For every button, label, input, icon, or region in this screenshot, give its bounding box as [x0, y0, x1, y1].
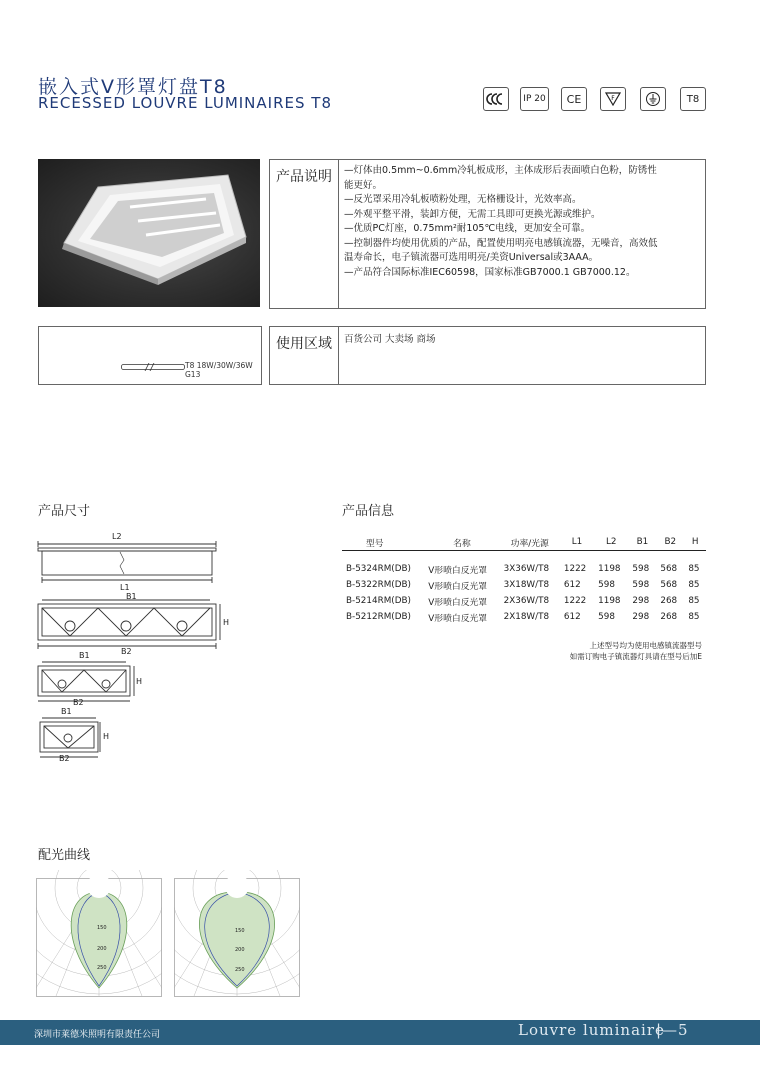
cell-name: V形喷白反光罩: [428, 597, 488, 608]
usage-label: 使用区域: [270, 327, 339, 384]
ccc-mark-icon: [483, 87, 509, 111]
col-header: 型号: [366, 538, 384, 549]
lamp-base-text: G13: [185, 370, 201, 379]
col-header: L2: [606, 537, 617, 547]
desc-line: 能更好。: [344, 179, 383, 191]
desc-line: —外观平整平滑，装卸方便，无需工具即可更换光源或维护。: [344, 208, 601, 220]
cell-h: 85: [688, 564, 700, 574]
col-header: L1: [571, 537, 583, 547]
earth-symbol-icon: [640, 87, 666, 111]
lamp-box: [38, 326, 262, 385]
desc-line: —优质PC灯座，0.75mm²耐105℃电线，更加安全可靠。: [344, 223, 591, 234]
col-header: H: [691, 537, 699, 547]
product-info-table: [342, 534, 706, 625]
dim-label-l1: L1: [120, 583, 130, 592]
dim-label-b2: B2: [73, 698, 84, 707]
product-description-box: [269, 159, 706, 309]
cell-model: B-5324RM(DB): [346, 564, 411, 574]
cell-l1: 612: [563, 612, 581, 622]
table-notes: [430, 640, 702, 662]
cell-l2: 598: [598, 612, 615, 622]
ip20-badge: IP 20: [520, 87, 549, 111]
lamp-spec-text: T8 18W/30W/36W: [185, 361, 253, 370]
polar-tick: 200: [235, 947, 245, 953]
footer-company: 深圳市莱德米照明有限责任公司: [34, 1030, 161, 1040]
col-header: 功率/光源: [510, 538, 549, 549]
cell-h: 85: [688, 596, 700, 606]
col-header: B1: [636, 537, 649, 547]
ce-mark-icon: CE: [561, 87, 587, 111]
polar-chart-1: [36, 870, 162, 1002]
product-info-table-wrap: [342, 534, 706, 625]
polar-tick: 200: [97, 946, 107, 952]
dim-label-b2: B2: [59, 754, 70, 763]
desc-line: —灯体由0.5mm~0.6mm冷轧板成形，主体成形后表面喷白色粉，防锈性: [344, 165, 657, 176]
cell-b2: 568: [660, 580, 678, 590]
footer-category: Louvre luminaire: [518, 1021, 665, 1039]
cell-name: V形喷白反光罩: [428, 581, 488, 592]
dim-label-h: H: [223, 618, 230, 627]
dimensions-title: 产品尺寸: [38, 504, 91, 519]
col-header: 名称: [453, 538, 471, 549]
cell-l1: 612: [563, 580, 581, 590]
dim-label-b2: B2: [121, 647, 132, 656]
dim-label-b1: B1: [126, 592, 137, 601]
dim-label-b1: B1: [79, 651, 90, 660]
cell-b1: 298: [632, 612, 650, 622]
desc-line: —反光罩采用冷轧板喷粉处理，无格栅设计，光效率高。: [344, 194, 582, 205]
cell-model: B-5212RM(DB): [346, 612, 411, 622]
t8-badge: T8: [680, 87, 706, 111]
note-line: 如需订购电子镇流器灯具请在型号后加E: [569, 652, 702, 661]
cell-l2: 1198: [598, 596, 621, 606]
cell-b2: 568: [660, 564, 678, 574]
cell-h: 85: [688, 580, 700, 590]
product-description-label: 产品说明: [270, 160, 339, 308]
cell-model: B-5322RM(DB): [346, 580, 411, 590]
cell-power: 3X36W/T8: [503, 564, 550, 574]
tube-lamp-icon: [121, 363, 185, 371]
polar-tick: 150: [235, 928, 245, 934]
dim-label-h: H: [136, 677, 143, 686]
table-header-row: [342, 534, 706, 551]
dimension-drawings: [34, 528, 234, 768]
svg-text:F: F: [611, 95, 615, 102]
usage-box: [269, 326, 706, 385]
page-title-cn: 嵌入式V形罩灯盘T8: [38, 76, 228, 98]
polar-tick: 250: [97, 965, 107, 971]
note-line: 上述型号均为使用电感镇流器型号: [589, 641, 702, 650]
cell-b1: 598: [632, 564, 650, 574]
cell-power: 2X36W/T8: [503, 596, 550, 606]
desc-line: —产品符合国际标准IEC60598，国家标准GB7000.1 GB7000.12。: [344, 266, 636, 278]
cell-power: 3X18W/T8: [503, 580, 550, 590]
product-photo: [38, 159, 260, 307]
page-title-en: RECESSED LOUVRE LUMINAIRES T8: [38, 94, 332, 112]
col-header: B2: [664, 537, 677, 547]
cell-b1: 598: [632, 580, 650, 590]
cell-l2: 1198: [598, 564, 621, 574]
cell-b2: 268: [660, 596, 678, 606]
dim-label-l2: L2: [112, 532, 122, 541]
cell-power: 2X18W/T8: [503, 612, 550, 622]
table-row: [342, 561, 706, 577]
cell-l1: 1222: [563, 564, 587, 574]
cell-name: V形喷白反光罩: [428, 613, 488, 624]
lamp-spec: [185, 361, 253, 379]
polar-tick: 150: [97, 925, 107, 931]
desc-line: 温寿命长，电子镇流器可选用明亮/美资Universal或3AAA。: [344, 252, 599, 263]
polar-chart-2: [174, 870, 300, 1002]
dim-label-b1: B1: [61, 707, 72, 716]
footer-page: |—5: [656, 1021, 689, 1039]
table-row: [342, 609, 706, 625]
photometric-title: 配光曲线: [38, 848, 91, 863]
cell-b1: 298: [632, 596, 650, 606]
usage-text: 百货公司 大卖场 商场: [344, 334, 436, 345]
f-mark-icon: [600, 87, 626, 111]
cell-model: B-5214RM(DB): [346, 596, 411, 606]
polar-tick: 250: [235, 967, 245, 973]
cell-h: 85: [688, 612, 700, 622]
table-row: [342, 593, 706, 609]
product-info-title: 产品信息: [342, 504, 395, 519]
dim-label-h: H: [103, 732, 110, 741]
cell-b2: 268: [660, 612, 678, 622]
product-description-text: [339, 160, 658, 308]
table-row: [342, 577, 706, 593]
cell-name: V形喷白反光罩: [428, 565, 488, 576]
desc-line: —控制器件均使用优质的产品，配置使用明亮电感镇流器，无噪音，高效低: [344, 237, 658, 249]
cell-l2: 598: [598, 580, 615, 590]
cell-l1: 1222: [563, 596, 587, 606]
